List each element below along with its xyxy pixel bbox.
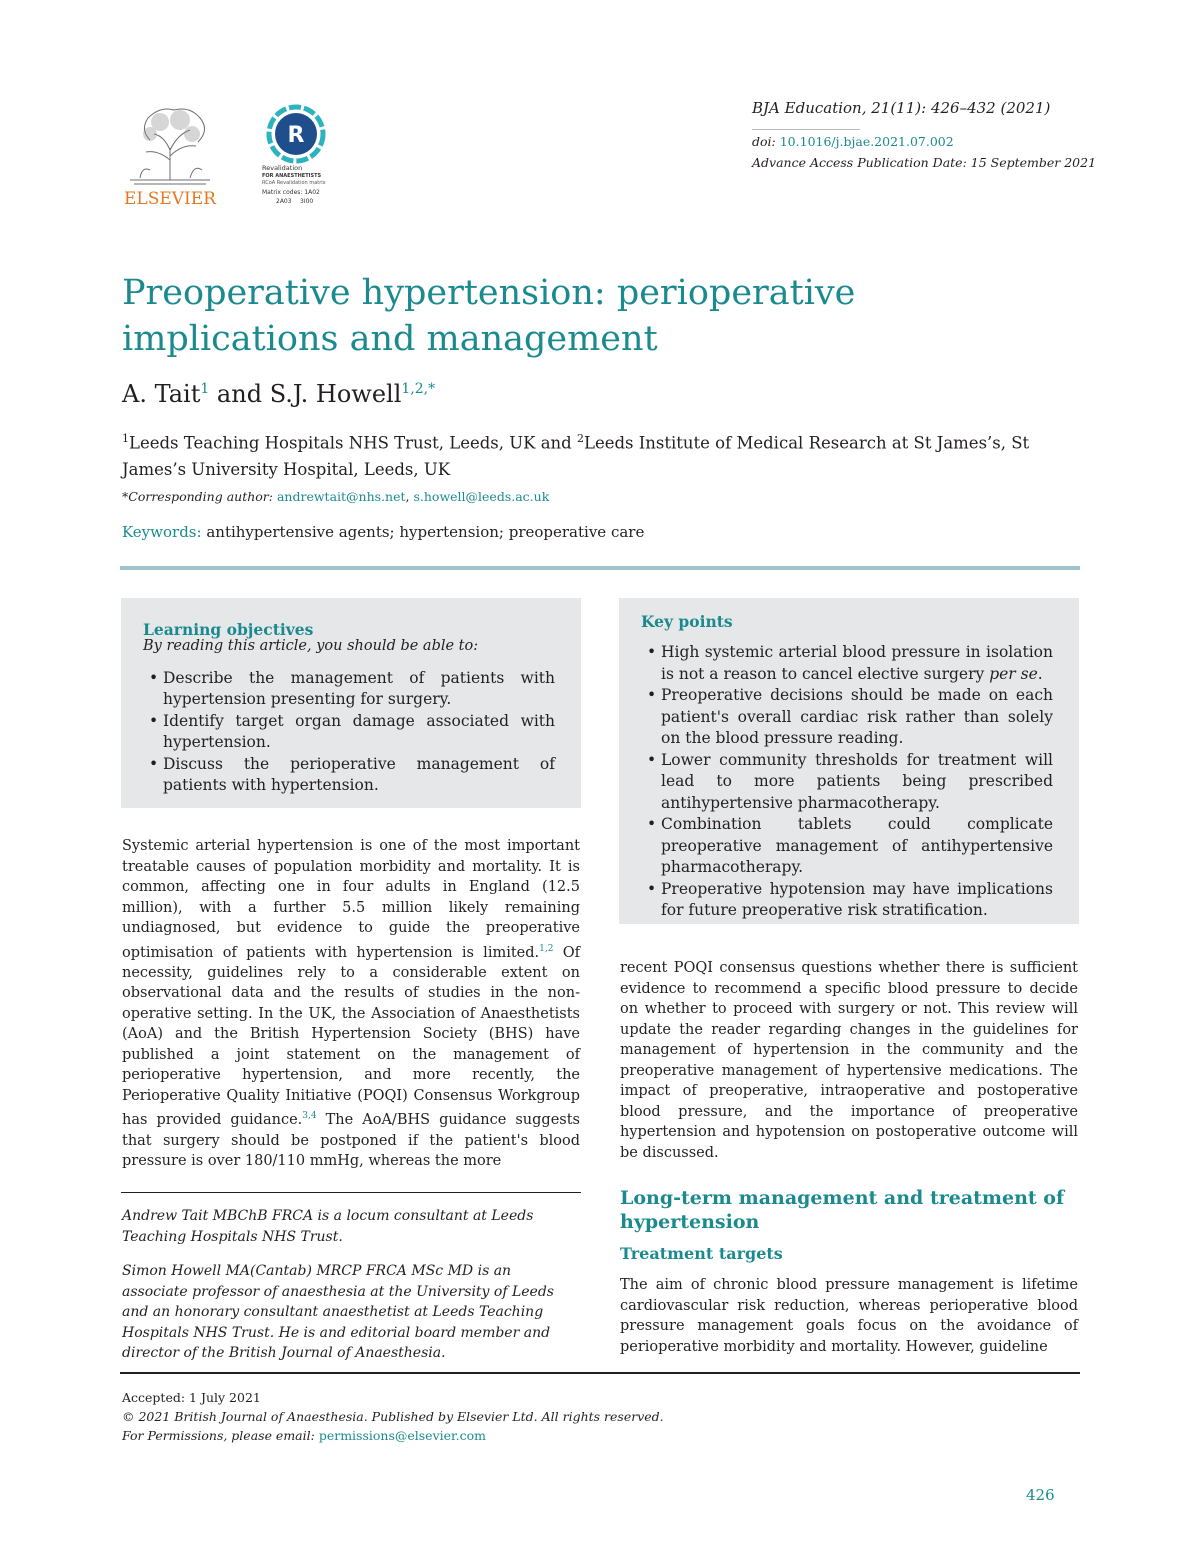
key-points-title: Key points — [641, 612, 733, 631]
svg-text:2A03: 2A03 — [276, 198, 292, 205]
footer-divider — [120, 1372, 1080, 1374]
page-number: 426 — [1026, 1486, 1055, 1504]
list-item: • Combination tablets could complicate preoperative management of antihypertensive pharmacotherapy. — [643, 814, 1053, 879]
email-link[interactable]: s.howell@leeds.ac.uk — [413, 489, 550, 504]
list-item: • Lower community thresholds for treatment will lead to more patients being prescribed antihypertensive pharmacotherapy. — [643, 750, 1053, 815]
key-points-box — [619, 598, 1079, 924]
intro-paragraph: Systemic arterial hypertension is one of the most important treatable causes of population morbidity and mortality. It is common, affecting one in four adults in England (12.5 million), with a further 5.5 million likely remaining undiagnosed, but evidence to guide the preoperative optimisation of patients with hypertension is limited.$^{1,2}$ Of necessity, guidelines rely to a considerable extent on observational data and the results of studies in the non-operative setting. In the UK, the Association of Anaesthetists (AoA) and the British Hypertension Society (BHS) have published a joint statement on the management of perioperative hypertension, and more recently, the Perioperative Quality Initiative (POQI) Consensus Workgroup has provided guidance.$^{3,4}$ The AoA/BHS guidance suggests that surgery should be postponed if the patient's blood pressure is over 180/110 mmHg, whereas the more — [122, 838, 580, 1170]
footer — [122, 1388, 664, 1445]
list-item: • High systemic arterial blood pressure in isolation is not a reason to cancel elective surgery per se. — [643, 642, 1053, 685]
permissions-email-link[interactable]: permissions@elsevier.com — [318, 1428, 486, 1443]
svg-text:FOR ANAESTHETISTS: FOR ANAESTHETISTS — [262, 173, 322, 179]
advance-access-date: Advance Access Publication Date: 15 September 2021 — [752, 155, 1097, 171]
citation-link[interactable]: 3,4 — [302, 1111, 317, 1122]
svg-text:Revalidation: Revalidation — [262, 164, 303, 172]
doi-line: doi: 10.1016/j.bjae.2021.07.002 — [752, 134, 954, 150]
svg-text:3I00: 3I00 — [300, 198, 314, 205]
accepted-date: Accepted: 1 July 2021 — [122, 1390, 261, 1405]
keywords — [122, 523, 644, 541]
list-item: • Describe the management of patients with hypertension presenting for surgery. — [145, 668, 555, 710]
keywords-label: Keywords: — [122, 523, 202, 541]
copyright: © 2021 British Journal of Anaesthesia. Published by Elsevier Ltd. All rights reserved. — [122, 1409, 664, 1424]
article-meta — [752, 98, 1112, 172]
article-title: Preoperative hypertension: perioperative implications and management — [122, 273, 856, 360]
svg-text:RCoA Revalidation matrix: RCoA Revalidation matrix — [262, 180, 326, 186]
learning-objectives-title: Learning objectives — [143, 620, 314, 639]
subsection-heading: Treatment targets — [620, 1244, 783, 1263]
author-name: S.J. Howell — [269, 380, 402, 408]
header-divider — [752, 129, 860, 130]
citation-link[interactable]: 1,2 — [539, 943, 554, 954]
learning-objectives-box — [121, 598, 581, 808]
section-divider — [120, 566, 1080, 570]
permissions: For Permissions, please email: permissions@elsevier.com — [122, 1428, 486, 1443]
list-item: • Discuss the perioperative management of patients with hypertension. — [145, 754, 555, 796]
affiliations: $^1$Leeds Teaching Hospitals NHS Trust, Leeds, UK and $^2$Leeds Institute of Medical Research at St James’s, St James’s University Hospital, Leeds, UK — [122, 432, 1030, 479]
list-item: • Preoperative decisions should be made on each patient's overall cardiac risk rather than solely on the blood pressure reading. — [643, 685, 1053, 750]
bio-divider — [121, 1192, 581, 1193]
journal-citation: BJA Education, 21(11): 426–432 (2021) — [752, 99, 1051, 117]
author-name: A. Tait — [122, 380, 201, 408]
authors: A. Tait$^1$ and S.J. Howell$^{1,2,*}$ — [122, 380, 436, 408]
author-bio: Simon Howell MA(Cantab) MRCP FRCA MSc MD is an associate professor of anaesthesia at the University of Leeds and an honorary consultant anaesthetist at Leeds Teaching Hospitals NHS Trust. He is and editorial board member and director of the British Journal of Anaesthesia. — [122, 1263, 554, 1361]
svg-text:Matrix codes: 1A02: Matrix codes: 1A02 — [262, 189, 320, 196]
key-points-list — [643, 642, 1053, 922]
corresponding-author: *Corresponding author: andrewtait@nhs.net, s.howell@leeds.ac.uk — [122, 489, 550, 504]
list-item: • Preoperative hypotension may have implications for future preoperative risk stratification. — [643, 879, 1053, 922]
list-item: • Identify target organ damage associated with hypertension. — [145, 711, 555, 753]
elsevier-logo — [120, 100, 220, 208]
email-link[interactable]: andrewtait@nhs.net — [276, 489, 406, 504]
learning-objectives-intro: By reading this article, you should be able to: — [143, 638, 479, 654]
svg-text:R: R — [287, 123, 305, 148]
section-heading: Long-term management and treatment of hypertension — [620, 1187, 1065, 1233]
keywords-value: antihypertensive agents; hypertension; preoperative care — [206, 523, 645, 541]
elsevier-wordmark: ELSEVIER — [124, 189, 216, 208]
section-paragraph: The aim of chronic blood pressure management is lifetime cardiovascular risk reduction, whereas perioperative blood pressure management goals focus on the avoidance of perioperative morbidity and mortality. However, guideline — [620, 1277, 1078, 1355]
learning-objectives-list — [145, 668, 555, 797]
revalidation-logo — [252, 104, 342, 212]
author-bios — [122, 1206, 580, 1378]
intro-paragraph-continued: recent POQI consensus questions whether there is sufficient evidence to recommend a specific blood pressure to decide on whether to proceed with surgery or not. This review will update the reader regarding changes in the guidelines for management of hypertension in the community and the preoperative management of hypertensive medications. The impact of preoperative, intraoperative and postoperative blood pressure, and the importance of preoperative hypertension and hypotension on postoperative outcome will be discussed. — [620, 960, 1078, 1161]
doi-link[interactable]: 10.1016/j.bjae.2021.07.002 — [779, 134, 954, 150]
author-bio: Andrew Tait MBChB FRCA is a locum consultant at Leeds Teaching Hospitals NHS Trust. — [122, 1208, 534, 1245]
